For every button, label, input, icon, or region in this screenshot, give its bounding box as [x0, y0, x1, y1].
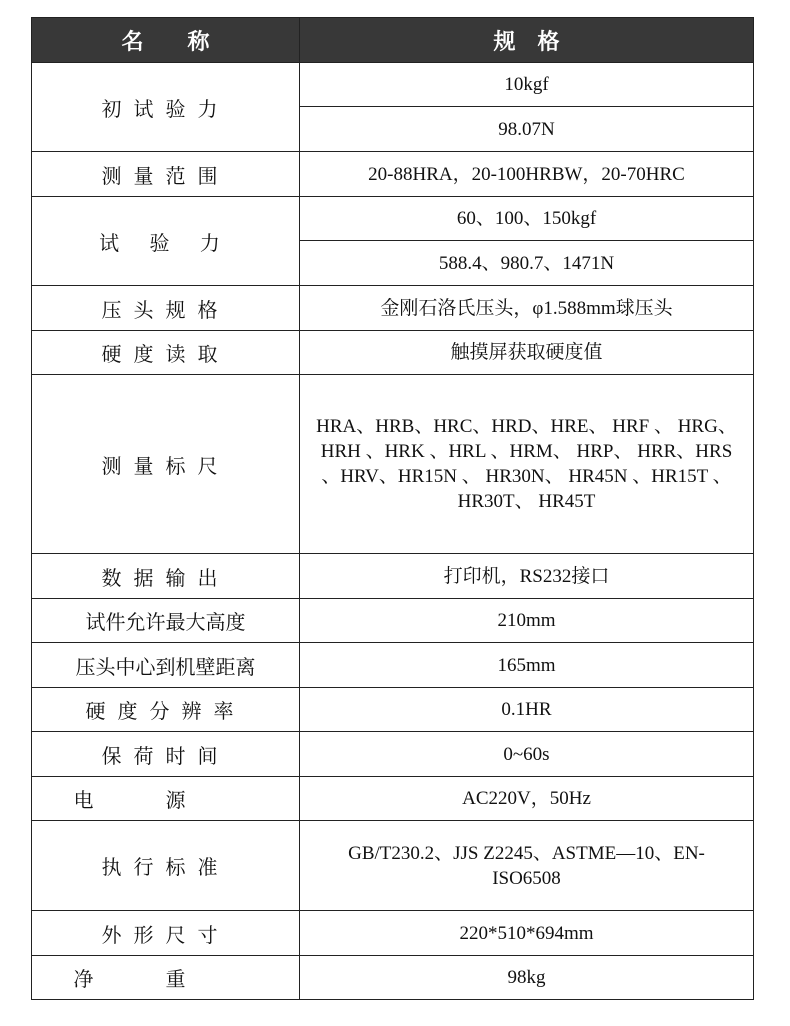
- row-value-initial-force-kgf: 10kgf: [300, 63, 754, 107]
- row-value-hardness-reading: 触摸屏获取硬度值: [300, 331, 754, 375]
- spec-table: [31, 17, 754, 1000]
- row-value-throat: 165mm: [300, 643, 754, 688]
- table-row: [32, 554, 754, 599]
- table-row: [32, 197, 754, 241]
- row-value-power: AC220V，50Hz: [300, 777, 754, 821]
- row-value-measure-range: 20-88HRA，20-100HRBW，20-70HRC: [300, 152, 754, 197]
- row-value-resolution: 0.1HR: [300, 688, 754, 732]
- row-value-weight: 98kg: [300, 956, 754, 1000]
- row-name-data-output: 数据输出: [32, 554, 300, 599]
- table-row: [32, 331, 754, 375]
- table-row: [32, 688, 754, 732]
- table-row: [32, 152, 754, 197]
- row-name-weight: 净重: [32, 956, 300, 1000]
- row-value-dimensions: 220*510*694mm: [300, 911, 754, 956]
- row-name-dimensions: 外形尺寸: [32, 911, 300, 956]
- table-row: [32, 599, 754, 643]
- table-row: [32, 777, 754, 821]
- row-name-measure-range: 测量范围: [32, 152, 300, 197]
- row-value-dwell-time: 0~60s: [300, 732, 754, 777]
- header-row: [32, 18, 754, 63]
- header-spec: 规 格: [300, 18, 754, 63]
- row-name-test-force: 试 验 力: [32, 197, 300, 286]
- row-name-indenter: 压头规格: [32, 286, 300, 331]
- table-row: [32, 911, 754, 956]
- table-row: [32, 821, 754, 911]
- row-name-max-height: 试件允许最大高度: [32, 599, 300, 643]
- table-row: [32, 286, 754, 331]
- table-row: [32, 375, 754, 554]
- row-name-scales: 测量标尺: [32, 375, 300, 554]
- table-row: [32, 732, 754, 777]
- row-name-standard: 执行标准: [32, 821, 300, 911]
- row-name-resolution: 硬度分辨率: [32, 688, 300, 732]
- row-name-hardness-reading: 硬度读取: [32, 331, 300, 375]
- row-name-dwell-time: 保荷时间: [32, 732, 300, 777]
- row-value-test-force-n: 588.4、980.7、1471N: [300, 241, 754, 286]
- table-row: [32, 956, 754, 1000]
- row-value-test-force-kgf: 60、100、150kgf: [300, 197, 754, 241]
- row-value-max-height: 210mm: [300, 599, 754, 643]
- row-value-scales: HRA、HRB、HRC、HRD、HRE、 HRF 、 HRG、 HRH 、HRK 、HRL 、HRM、 HRP、 HRR、HRS 、HRV、HR15N 、 HR30N、 HR45N 、HR15T 、HR30T、 HR45T: [300, 375, 754, 554]
- row-name-throat: 压头中心到机壁距离: [32, 643, 300, 688]
- row-name-initial-force: 初试验力: [32, 63, 300, 152]
- row-value-standard: GB/T230.2、JJS Z2245、ASTME—10、EN-ISO6508: [300, 821, 754, 911]
- row-value-initial-force-n: 98.07N: [300, 107, 754, 152]
- row-name-power: 电源: [32, 777, 300, 821]
- row-value-data-output: 打印机，RS232接口: [300, 554, 754, 599]
- row-value-indenter: 金刚石洛氏压头，φ1.588mm球压头: [300, 286, 754, 331]
- table-row: [32, 63, 754, 107]
- table-row: [32, 643, 754, 688]
- header-name: 名 称: [32, 18, 300, 63]
